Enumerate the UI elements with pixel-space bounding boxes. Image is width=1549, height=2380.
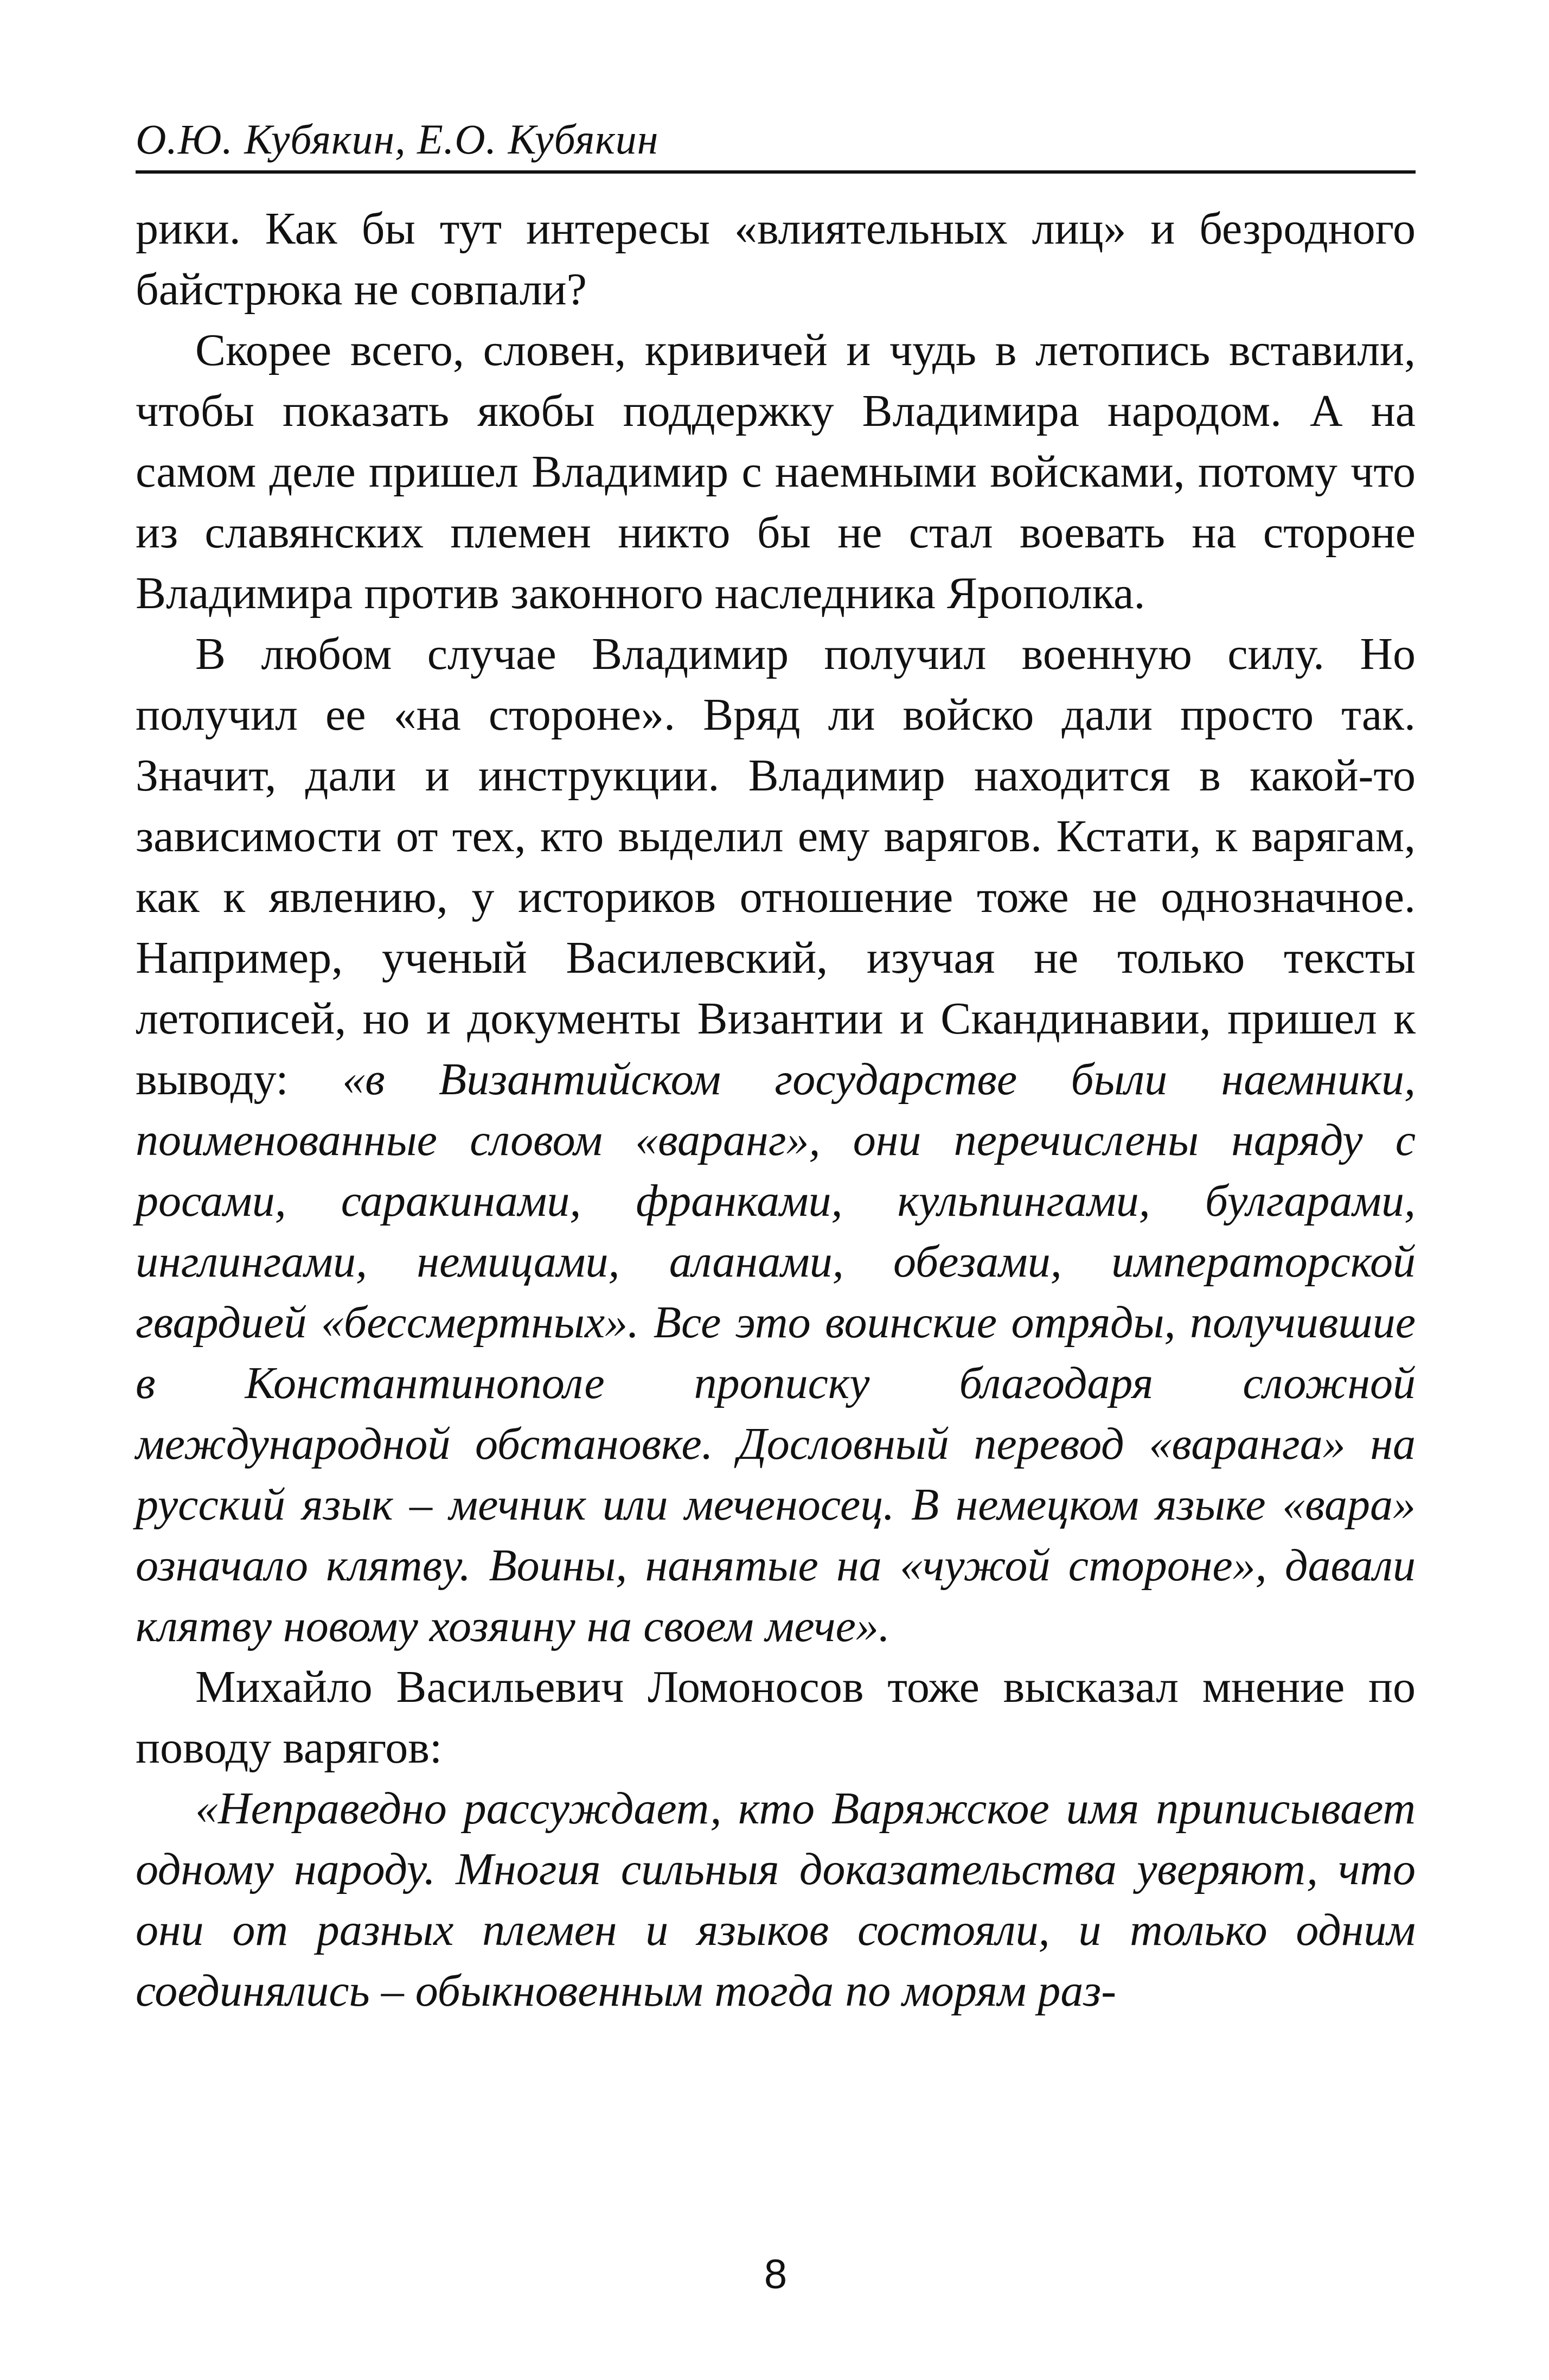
italic-quote: «Неправедно рассуждает, кто Варяжское имя приписывает одному народу. Многия сильныя доказательства уверяют, что они от разных племен и языков состояли, и только одним соединялись – обыкновенным тогда по морям раз- xyxy=(136,1783,1416,2016)
paragraph-text: рики. Как бы тут интересы «влиятельных лиц» и безродного байстрюка не совпали? xyxy=(136,203,1416,315)
paragraph-text: Михайло Васильевич Ломоносов тоже высказал мнение по поводу варягов: xyxy=(136,1662,1416,1773)
paragraph-text: Скорее всего, словен, кривичей и чудь в летопись вставили, чтобы показать якобы поддержку Владимира народом. А на самом деле пришел Владимир с наемными войсками, потому что из славянских племен никто бы не стал воевать на стороне Владимира против законного наследника Ярополка. xyxy=(136,325,1416,618)
paragraph xyxy=(136,1657,1416,1778)
paragraph xyxy=(136,320,1416,624)
paragraph-continuation xyxy=(136,199,1416,320)
running-header xyxy=(136,92,1416,174)
paragraph xyxy=(136,1778,1416,2021)
italic-quote: «в Византийском государстве были наемники, поименованные словом «варанг», они перечислены наряду с росами, саракинами, франками, кульпингами, булгарами, инглингами, немицами, аланами, обезами, императорской гвардией «бессмертных». Все это воинские отряды, получившие в Константинополе прописку благодаря сложной международной обстановке. Дословный перевод «варанга» на русский язык – мечник или меченосец. В немецком языке «вара» означало клятву. Воины, нанятые на «чужой стороне», давали клятву новому хозяину на своем мече». xyxy=(136,1054,1416,1651)
running-title: О.Ю. Кубякин, Е.О. Кубякин xyxy=(136,116,659,163)
paragraph-text: В любом случае Владимир получил военную силу. Но получил ее «на стороне». Вряд ли войско дали просто так. Значит, дали и инструкции. Владимир находится в какой-то зависимости от тех, кто выделил ему варягов. Кстати, к варягам, как к явлению, у историков отношение тоже не однозначное. Например, ученый Василевский, изучая не только тексты летописей, но и документы Византии и Скандинавии, пришел к выводу: xyxy=(136,629,1416,1105)
body-text xyxy=(136,199,1416,2021)
page-number: 8 xyxy=(764,2251,788,2298)
paragraph xyxy=(136,624,1416,1657)
book-page xyxy=(136,92,1416,2344)
